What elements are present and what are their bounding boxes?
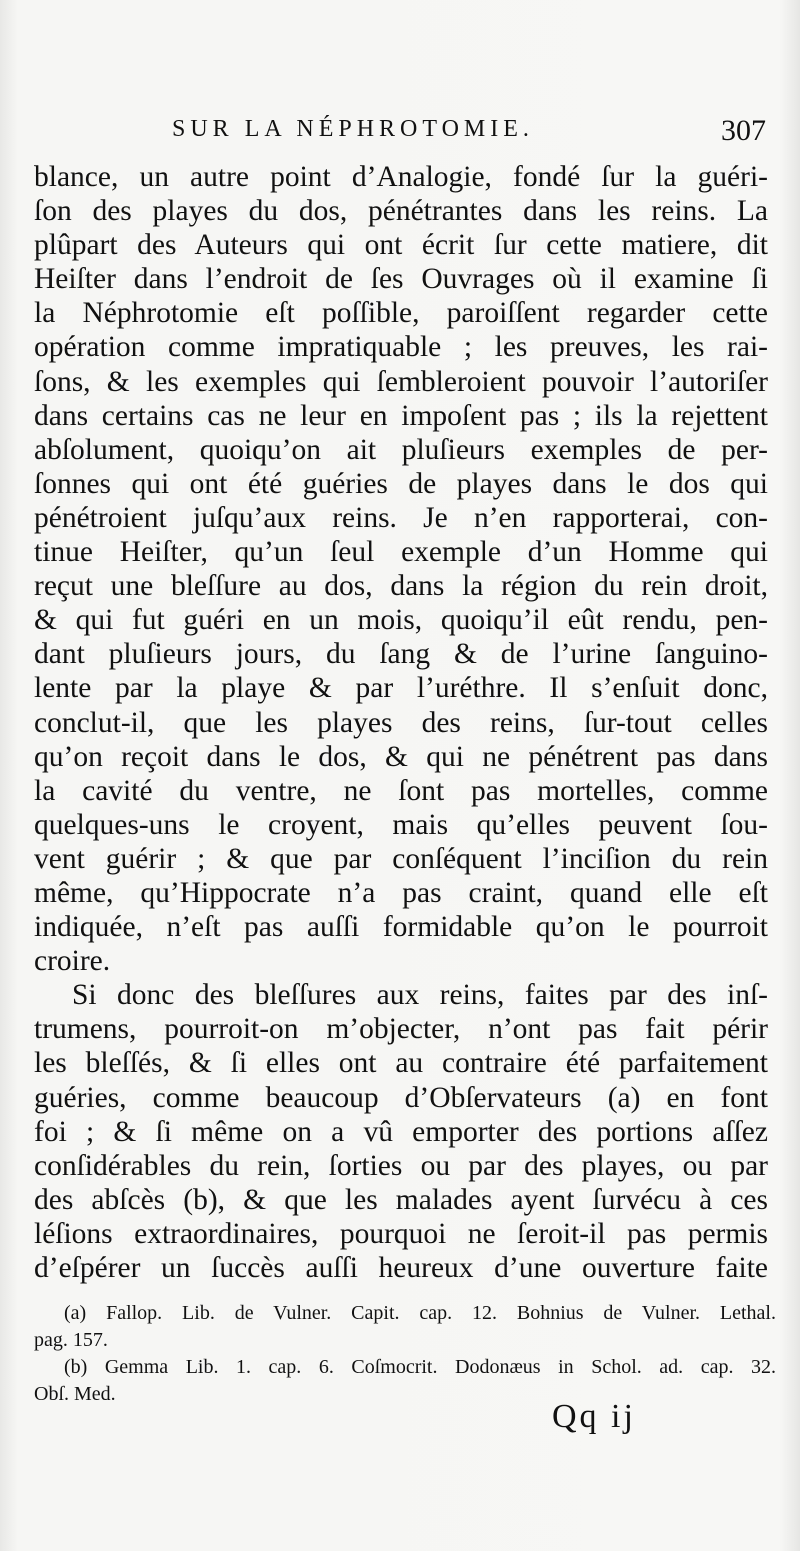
footnote-line: Obſ. Med. — [34, 1383, 116, 1405]
text-line: des abſcès (b), & que les malades ayent ſurvécu à ces — [34, 1183, 768, 1216]
text-line: qu’on reçoit dans le dos, & qui ne pénétrent pas dans — [34, 740, 768, 773]
text-line: conſidérables du rein, ſorties ou par des playes, ou par — [34, 1149, 768, 1182]
footnotes — [34, 1300, 776, 1408]
text-line: léſions extraordinaires, pourquoi ne ſeroit-il pas permis — [34, 1217, 768, 1250]
text-line: Si donc des bleſſures aux reins, faites par des inſ- — [72, 979, 768, 1012]
signature-mark: Qq ij — [552, 1398, 636, 1435]
text-line: indiquée, n’eſt pas auſſi formidable qu’on le pourroit — [34, 911, 768, 944]
text-line: même, qu’Hippocrate n’a pas craint, quand elle eſt — [34, 876, 768, 909]
text-line: lente par la playe & par l’uréthre. Il s’enſuit donc, — [34, 672, 768, 705]
text-line: vent guérir ; & que par conſéquent l’inciſion du rein — [34, 842, 768, 875]
text-line: & qui fut guéri en un mois, quoiqu’il eût rendu, pen- — [34, 604, 768, 637]
running-head: SUR LA NÉPHROTOMIE. — [172, 116, 534, 142]
footnote-line: pag. 157. — [34, 1329, 108, 1351]
text-line: abſolument, quoiqu’on ait pluſieurs exemples de per- — [34, 433, 768, 466]
text-line: ſons, & les exemples qui ſembleroient pouvoir l’autoriſer — [34, 365, 768, 398]
text-line: foi ; & ſi même on a vû emporter des portions aſſez — [34, 1115, 768, 1148]
text-line: opération comme impratiquable ; les preuves, les rai- — [34, 331, 768, 364]
text-line: la Néphrotomie eſt poſſible, paroiſſent regarder cette — [34, 297, 768, 330]
text-line: d’eſpérer un ſuccès auſſi heureux d’une ouverture faite — [34, 1252, 768, 1284]
text-line: dant pluſieurs jours, du ſang & de l’urine ſanguino- — [34, 638, 768, 671]
text-line: dans certains cas ne leur en impoſent pas ; ils la rejettent — [34, 399, 768, 432]
text-line: blance, un autre point d’Analogie, fondé ſur la guéri- — [34, 161, 768, 193]
text-line: pénétroient juſqu’aux reins. Je n’en rapporterai, con- — [34, 501, 768, 534]
footnote-line: (a) Fallop. Lib. de Vulner. Capit. cap. 12. Bohnius de Vulner. Lethal. — [64, 1302, 776, 1324]
text-line: tinue Heiſter, qu’un ſeul exemple d’un Homme qui — [34, 536, 768, 569]
text-line: plûpart des Auteurs qui ont écrit ſur cette matiere, dit — [34, 229, 768, 262]
footnote-line: (b) Gemma Lib. 1. cap. 6. Coſmocrit. Dodonæus in Schol. ad. cap. 32. — [64, 1356, 776, 1378]
text-line: les bleſſés, & ſi elles ont au contraire été parfaitement — [34, 1047, 768, 1080]
text-line: ſon des playes du dos, pénétrantes dans les reins. La — [34, 195, 768, 228]
page-header — [150, 112, 770, 156]
text-line: ſonnes qui ont été guéries de playes dans le dos qui — [34, 467, 768, 500]
body-text — [34, 160, 768, 1285]
text-line: trumens, pourroit-on m’objecter, n’ont pas fait périr — [34, 1013, 768, 1046]
text-line: guéries, comme beaucoup d’Obſervateurs (a) en font — [34, 1081, 768, 1114]
page-number: 307 — [721, 114, 766, 147]
text-line: croire. — [34, 945, 111, 978]
text-line: reçut une bleſſure au dos, dans la région du rein droit, — [34, 570, 768, 603]
text-line: conclut-il, que les playes des reins, ſur-tout celles — [34, 706, 768, 739]
text-line: la cavité du ventre, ne ſont pas mortelles, comme — [34, 774, 768, 807]
text-line: Heiſter dans l’endroit de ſes Ouvrages où il examine ſi — [34, 263, 768, 296]
text-line: quelques-uns le croyent, mais qu’elles peuvent ſou- — [34, 808, 768, 841]
